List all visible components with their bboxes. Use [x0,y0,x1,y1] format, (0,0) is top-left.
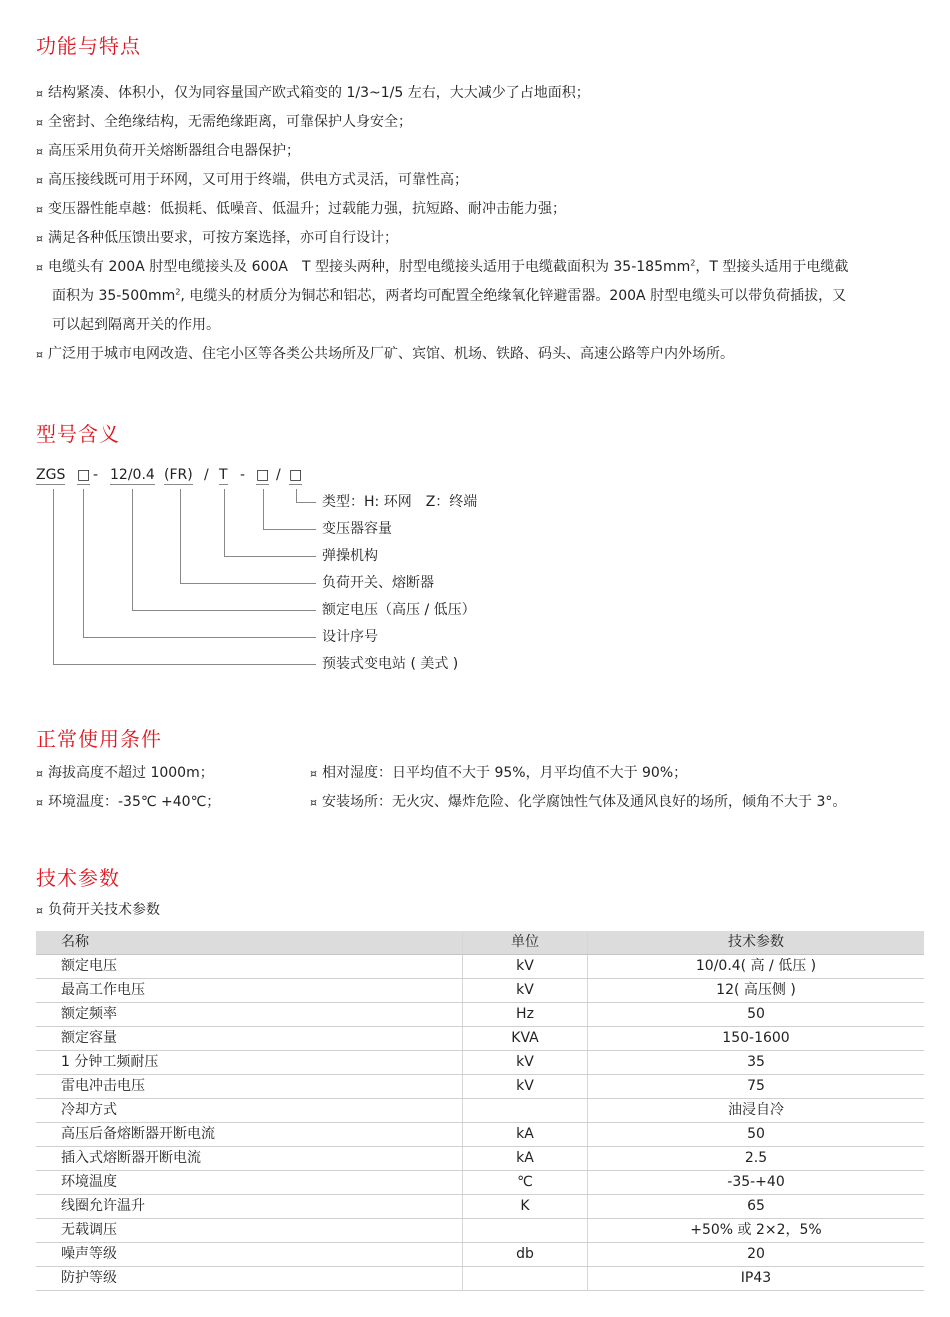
superscript: 2 [690,258,696,268]
table-row [36,1123,924,1147]
code-dash: - [93,467,99,483]
cell-value: 10/0.4( 高 / 低压 ) [588,955,925,979]
feature-item [36,141,300,162]
feature-item-cable [36,253,926,340]
bullet-icon: ¤ [36,796,43,809]
model-label-serial: 设计序号 [322,629,378,645]
table-row [36,979,924,1003]
cable-text-4: , 电缆头的材质分为铜芯和铝芯，两者均可配置全绝缘氧化锌避雷器。200A 肘型电缆头可以带负荷插拔，又 [180,288,847,304]
cell-unit: K [463,1195,588,1219]
code-zgs: ZGS [36,467,66,483]
code-box-3: □ [289,467,303,483]
bullet-icon: ¤ [310,767,317,780]
cell-name: 额定容量 [36,1027,463,1051]
cell-value: 12( 高压侧 ) [588,979,925,1003]
cell-value: 75 [588,1075,925,1099]
feature-text: 全密封、全绝缘结构，无需绝缘距离，可靠保护人身安全； [48,114,412,130]
table-row [36,1195,924,1219]
table-row [36,1219,924,1243]
cell-value: 50 [588,1003,925,1027]
cell-unit: Hz [463,1003,588,1027]
cell-unit: db [463,1243,588,1267]
cell-value: 油浸自冷 [588,1099,925,1123]
cell-value: +50% 或 2×2，5% [588,1219,925,1243]
connector-line [224,556,316,557]
code-slash: / [204,467,209,483]
feature-item [36,344,734,365]
cell-value: 65 [588,1195,925,1219]
header-unit: 单位 [463,931,588,955]
model-label-substation: 预装式变电站 ( 美式 ) [322,656,459,672]
connector-line [53,489,54,665]
condition-text: 环境温度：-35℃ +40℃； [48,794,221,810]
model-title: 型号含义 [36,422,120,446]
cell-unit: kV [463,979,588,1003]
connector-line [263,529,316,530]
table-row [36,1099,924,1123]
table-row [36,1267,924,1291]
bullet-icon: ¤ [36,767,43,780]
bullet-icon: ¤ [36,174,43,187]
feature-item [36,83,590,104]
cell-unit [463,1267,588,1291]
cell-unit: kA [463,1147,588,1171]
cell-name: 最高工作电压 [36,979,463,1003]
bullet-icon: ¤ [36,145,43,158]
connector-line [53,664,316,665]
cell-unit: KVA [463,1027,588,1051]
cell-name: 环境温度 [36,1171,463,1195]
condition-item [36,763,214,784]
connector-line [132,610,316,611]
conditions-title: 正常使用条件 [36,727,162,751]
cell-unit: kV [463,955,588,979]
cell-name: 额定电压 [36,955,463,979]
cell-name: 线圈允许温升 [36,1195,463,1219]
cell-name: 无载调压 [36,1219,463,1243]
connector-line [83,489,84,638]
cell-name: 插入式熔断器开断电流 [36,1147,463,1171]
table-row [36,1051,924,1075]
connector-line [263,489,264,530]
feature-text: 变压器性能卓越：低损耗、低噪音、低温升；过载能力强，抗短路、耐冲击能力强； [48,201,566,217]
condition-item [36,792,220,813]
feature-item [36,199,566,220]
code-fr: (FR) [164,467,193,483]
cable-text-5: 可以起到隔离开关的作用。 [52,317,220,333]
cell-unit: ℃ [463,1171,588,1195]
cell-value: 20 [588,1243,925,1267]
cell-value: 150-1600 [588,1027,925,1051]
model-label-mechanism: 弹操机构 [322,548,378,564]
cell-unit: kV [463,1075,588,1099]
feature-item [36,228,398,249]
table-row [36,1147,924,1171]
condition-text: 安装场所：无火灾、爆炸危险、化学腐蚀性气体及通风良好的场所，倾角不大于 3°。 [322,794,847,810]
code-voltage: 12/0.4 [110,467,155,483]
bullet-icon: ¤ [36,116,43,129]
superscript: 2 [175,287,181,297]
cable-text-1: 电缆头有 200A 肘型电缆接头及 600A T 型接头两种，肘型电缆接头适用于电缆截面积为 35-185mm [48,259,691,275]
feature-item [36,112,412,133]
features-title: 功能与特点 [36,34,141,58]
model-label-voltage: 额定电压（高压 / 低压） [322,602,476,618]
code-slash: / [276,467,281,483]
cell-value: 2.5 [588,1147,925,1171]
cell-name: 高压后备熔断器开断电流 [36,1123,463,1147]
tech-title: 技术参数 [36,866,120,890]
model-label-type: 类型：H: 环网 Z：终端 [322,494,478,510]
connector-line [83,637,316,638]
cell-name: 防护等级 [36,1267,463,1291]
cell-unit [463,1219,588,1243]
table-row [36,1171,924,1195]
bullet-icon: ¤ [36,261,43,274]
model-label-switch: 负荷开关、熔断器 [322,575,434,591]
cell-name: 雷电冲击电压 [36,1075,463,1099]
table-row [36,1027,924,1051]
code-t: T [219,467,228,483]
cell-value: -35-+40 [588,1171,925,1195]
connector-line [132,489,133,611]
feature-text: 高压接线既可用于环网，又可用于终端，供电方式灵活，可靠性高； [48,172,468,188]
cell-name: 1 分钟工频耐压 [36,1051,463,1075]
cell-value: 35 [588,1051,925,1075]
table-row [36,1003,924,1027]
bullet-icon: ¤ [36,87,43,100]
table-row [36,955,924,979]
table-row [36,1075,924,1099]
feature-text: 满足各种低压馈出要求，可按方案选择，亦可自行设计； [48,230,398,246]
bullet-icon: ¤ [36,232,43,245]
feature-text: 结构紧凑、体积小，仅为同容量国产欧式箱变的 1/3~1/5 左右，大大减少了占地面积； [48,85,590,101]
connector-line [296,502,316,503]
table-header-row [36,931,924,955]
table-row [36,1243,924,1267]
cell-unit: kA [463,1123,588,1147]
cell-value: IP43 [588,1267,925,1291]
cell-name: 噪声等级 [36,1243,463,1267]
feature-item [36,170,468,191]
connector-line [180,489,181,584]
condition-text: 海拔高度不超过 1000m； [48,765,214,781]
cable-text-2: ，T 型接头适用于电缆截 [695,259,849,275]
cell-value: 50 [588,1123,925,1147]
connector-line [224,489,225,557]
condition-text: 相对湿度：日平均值不大于 95%，月平均值不大于 90%； [322,765,688,781]
header-name: 名称 [36,931,463,955]
condition-item [310,763,687,784]
bullet-icon: ¤ [310,796,317,809]
connector-line [180,583,316,584]
spec-table [36,931,924,1291]
bullet-icon: ¤ [36,348,43,361]
condition-item [310,792,846,813]
model-label-capacity: 变压器容量 [322,521,392,537]
bullet-icon: ¤ [36,904,43,917]
cell-name: 额定频率 [36,1003,463,1027]
feature-text: 高压采用负荷开关熔断器组合电器保护； [48,143,300,159]
connector-line [296,489,297,503]
cell-name: 冷却方式 [36,1099,463,1123]
cell-unit [463,1099,588,1123]
code-dash: - [240,467,246,483]
cable-text-3: 面积为 35-500mm [52,288,176,304]
cell-unit: kV [463,1051,588,1075]
code-box-2: □ [256,467,270,483]
tech-subtitle-text: 负荷开关技术参数 [48,902,160,918]
feature-text: 广泛用于城市电网改造、住宅小区等各类公共场所及厂矿、宾馆、机场、铁路、码头、高速公路等户内外场所。 [48,346,734,362]
tech-subtitle [36,900,160,921]
bullet-icon: ¤ [36,203,43,216]
code-box-1: □ [77,467,91,483]
header-value: 技术参数 [588,931,925,955]
